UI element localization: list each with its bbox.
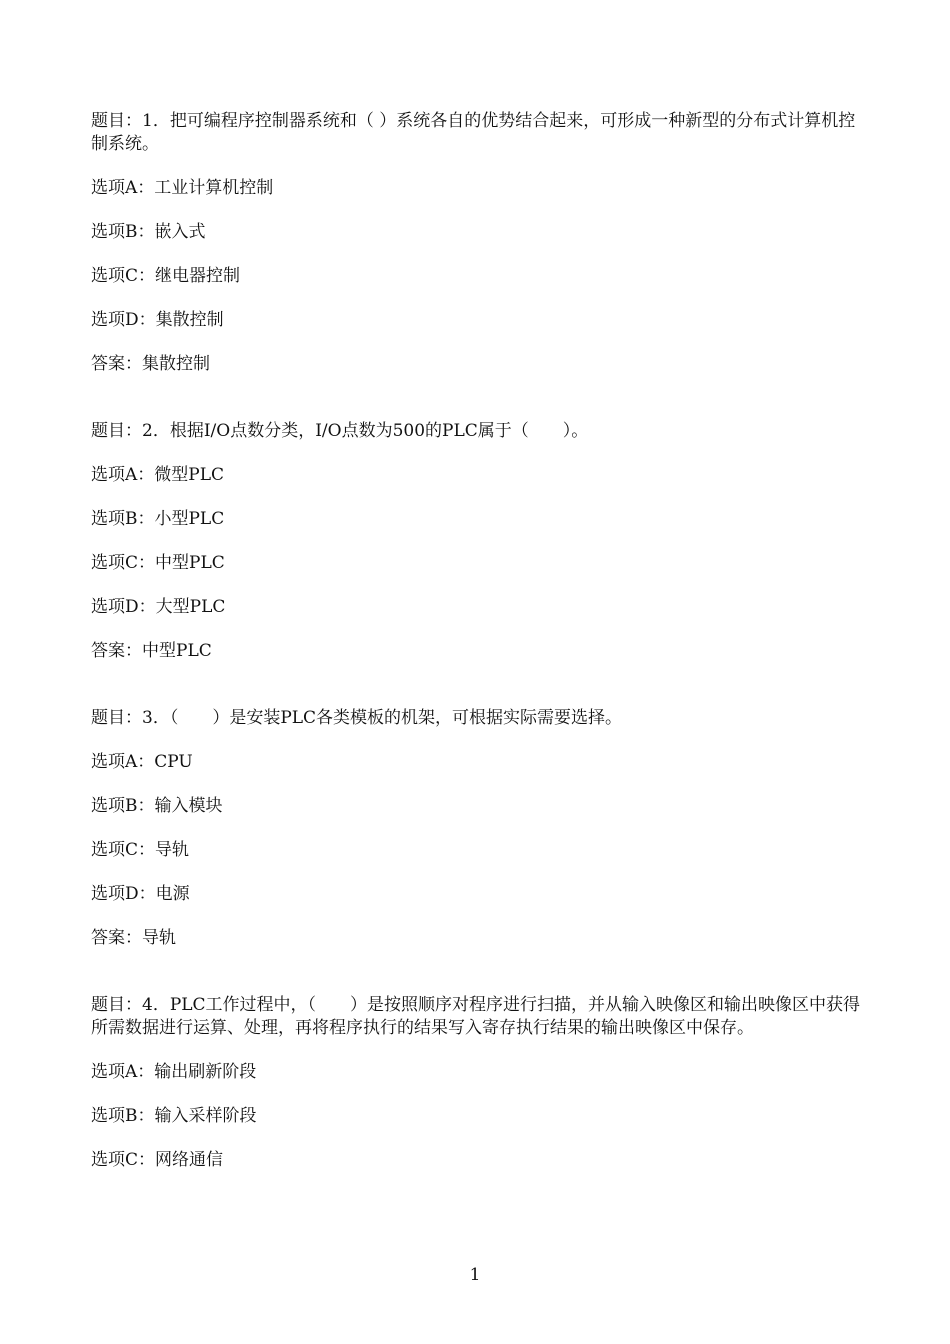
option-b: 选项B：嵌入式 xyxy=(91,222,206,242)
question-block xyxy=(91,994,861,1172)
option-c: 选项C：中型PLC xyxy=(91,553,225,573)
answer: 答案：集散控制 xyxy=(91,354,210,374)
page-number: 1 xyxy=(469,1265,481,1285)
answer: 答案：导轨 xyxy=(91,928,176,948)
option-c: 选项C：导轨 xyxy=(91,840,190,860)
question-title: 题目：3．（ ）是安装PLC各类模板的机架，可根据实际需要选择。 xyxy=(91,708,623,728)
option-a: 选项A：输出刷新阶段 xyxy=(91,1062,257,1082)
option-a: 选项A：CPU xyxy=(91,752,193,772)
question-block xyxy=(91,420,861,663)
option-a: 选项A：工业计算机控制 xyxy=(91,178,274,198)
question-title: 题目：2．根据I/O点数分类，I/O点数为500的PLC属于（ ）。 xyxy=(91,421,589,441)
option-b: 选项B：输入采样阶段 xyxy=(91,1106,257,1126)
option-d: 选项D：大型PLC xyxy=(91,597,226,617)
option-c: 选项C：网络通信 xyxy=(91,1150,224,1170)
option-b: 选项B：输入模块 xyxy=(91,796,223,816)
option-a: 选项A：微型PLC xyxy=(91,465,225,485)
document-page xyxy=(91,110,861,1216)
option-d: 选项D：集散控制 xyxy=(91,310,224,330)
option-d: 选项D：电源 xyxy=(91,884,190,904)
answer: 答案：中型PLC xyxy=(91,641,212,661)
question-title: 题目：4．PLC工作过程中，（ ）是按照顺序对程序进行扫描，并从输入映像区和输出映像区中获得所需数据进行运算、处理，再将程序执行的结果写入寄存执行结果的输出映像区中保存。 xyxy=(91,995,861,1038)
question-title: 题目：1．把可编程序控制器系统和（ ）系统各自的优势结合起来，可形成一种新型的分布式计算机控制系统。 xyxy=(91,111,856,154)
option-b: 选项B：小型PLC xyxy=(91,509,225,529)
question-block xyxy=(91,110,861,376)
question-block xyxy=(91,707,861,950)
option-c: 选项C：继电器控制 xyxy=(91,266,241,286)
